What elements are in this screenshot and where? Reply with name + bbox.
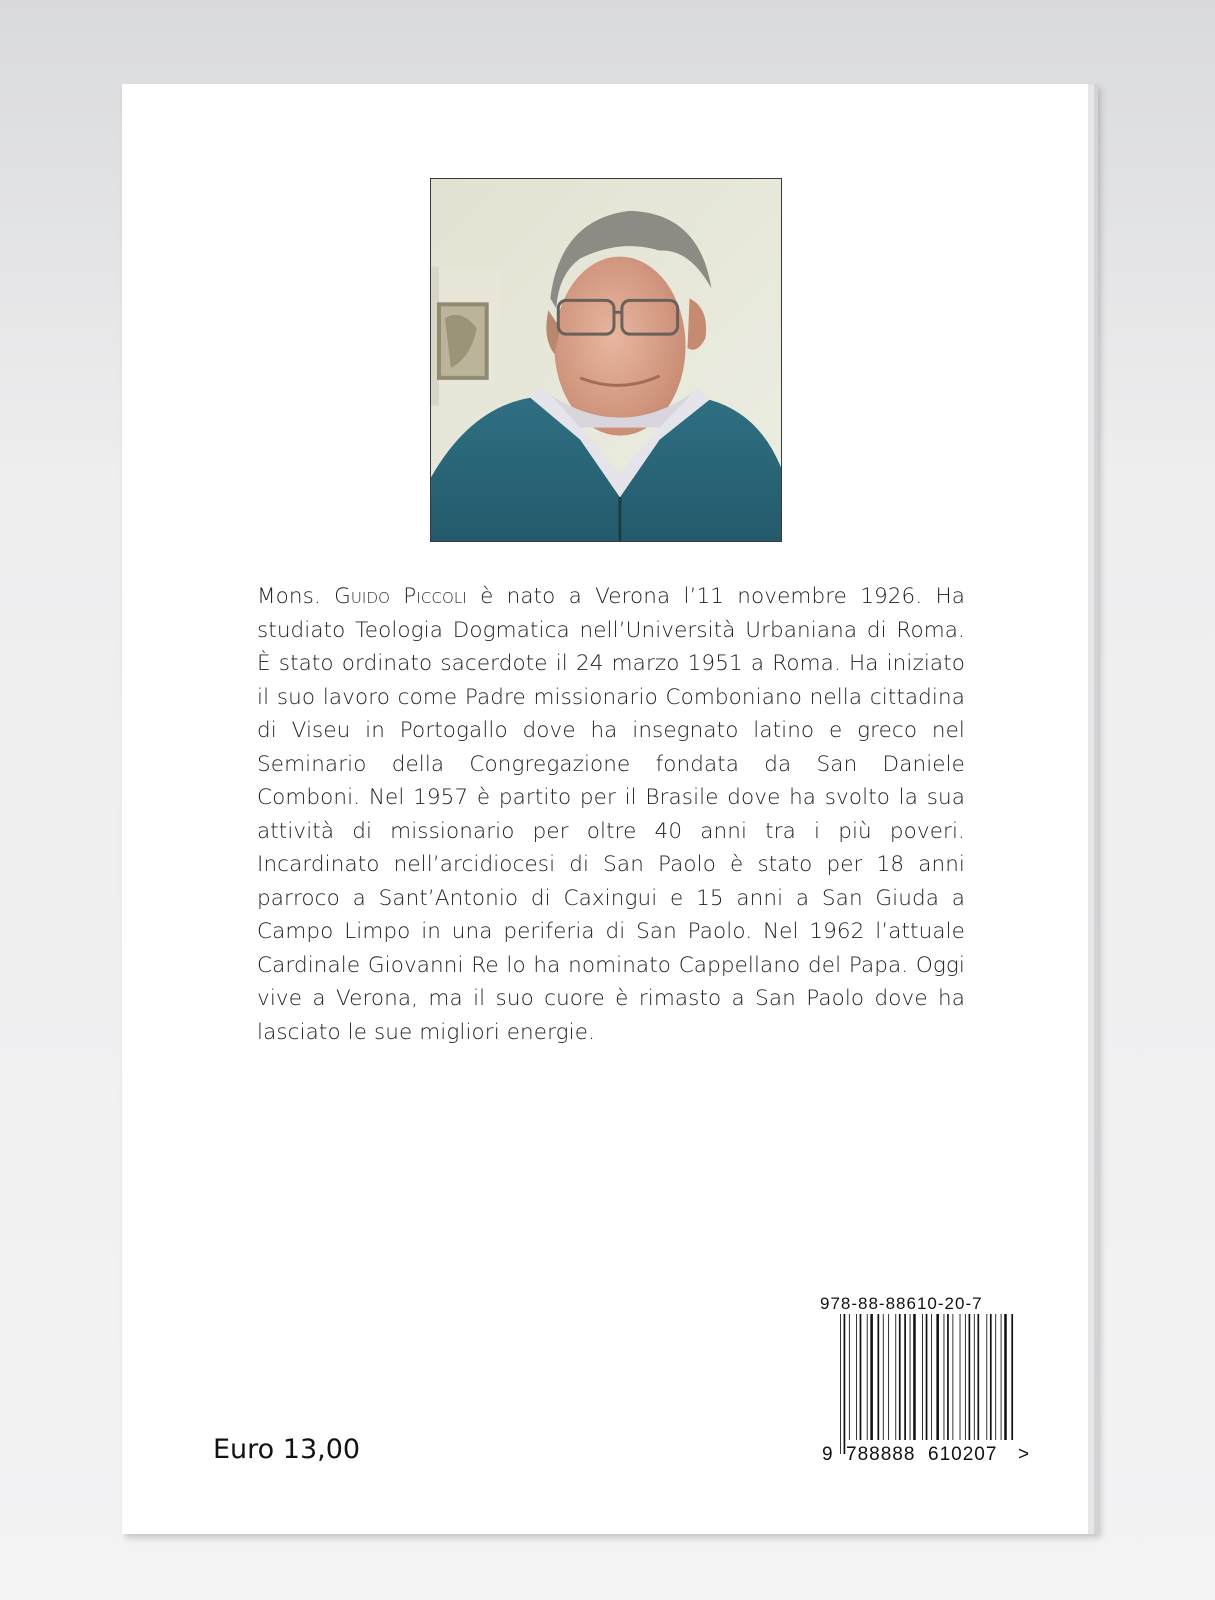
- barcode-bar: [931, 1314, 932, 1440]
- barcode-bars: [838, 1314, 1018, 1454]
- barcode-bar: [888, 1314, 889, 1440]
- barcode-bar: [969, 1314, 971, 1440]
- bio-prefix: Mons.: [257, 584, 321, 609]
- barcode-bar: [856, 1314, 857, 1440]
- barcode-bar: [840, 1314, 841, 1454]
- isbn-quiet-mark: >: [1018, 1444, 1030, 1465]
- barcode-bar: [895, 1314, 896, 1440]
- barcode-bar: [965, 1314, 966, 1440]
- barcode-bar: [926, 1314, 928, 1440]
- barcode-bar: [870, 1314, 873, 1440]
- barcode-bar: [867, 1314, 868, 1440]
- isbn-right-digits: 610207: [928, 1444, 998, 1465]
- isbn-left-digits: 788888: [846, 1444, 916, 1465]
- barcode-bar: [977, 1314, 979, 1440]
- barcode-bar: [944, 1314, 945, 1440]
- barcode-bar: [899, 1314, 901, 1440]
- author-biography: [257, 580, 965, 1049]
- isbn-digits: [822, 1444, 1037, 1468]
- barcode-bar: [913, 1314, 916, 1440]
- barcode-bar: [936, 1314, 939, 1440]
- barcode-bar: [952, 1314, 953, 1440]
- barcode-bar: [995, 1314, 996, 1440]
- isbn-label: 978-88-88610-20-7: [820, 1294, 983, 1313]
- barcode-bar: [1001, 1314, 1002, 1440]
- barcode-bar: [877, 1314, 879, 1440]
- author-name: Guido Piccoli: [334, 584, 467, 609]
- price-label: Euro 13,00: [213, 1434, 361, 1465]
- barcode-bar: [844, 1314, 846, 1454]
- barcode-bar: [1004, 1314, 1007, 1440]
- barcode-bar: [986, 1314, 987, 1440]
- barcode-bar: [1011, 1314, 1013, 1440]
- bio-text: è nato a Verona l’11 novembre 1926. Ha studiato Teologia Dogmatica nell’Università Urbaniana di Roma. È stato ordinato sacerdote il 24 marzo 1951 a Roma. Ha iniziato il suo lavoro come Padre missionario Comboniano nella cittadina di Viseu in Portogallo dove ha insegnato latino e greco nel Seminario della Congregazione fondata da San Daniele Comboni. Nel 1957 è partito per il Brasile dove ha svolto la sua attività di missionario per oltre 40 anni tra i più poveri. Incardinato nell’arcidiocesi di San Paolo è stato per 18 anni parroco a Sant’Antonio di Caxingui e 15 anni a San Giuda a Campo Limpo in una periferia di San Paolo. Nel 1962 l’attuale Cardinale Giovanni Re lo ha nominato Cappellano del Papa. Oggi vive a Verona, ma il suo cuore è rimasto a San Paolo dove ha lasciato le sue migliori energie.: [257, 584, 966, 1045]
- author-photo: [430, 178, 782, 542]
- barcode-bar: [922, 1314, 923, 1440]
- barcode-bar: [904, 1314, 906, 1440]
- isbn-barcode: [838, 1314, 1018, 1454]
- barcode-bar: [883, 1314, 884, 1440]
- barcode-bar: [990, 1314, 992, 1440]
- isbn-first-digit: 9: [822, 1444, 833, 1465]
- author-portrait-image: [431, 179, 781, 541]
- barcode-bar: [947, 1314, 949, 1440]
- barcode-bar: [974, 1314, 975, 1440]
- barcode-bar: [860, 1314, 862, 1440]
- barcode-bar: [849, 1314, 850, 1440]
- barcode-bar: [960, 1314, 961, 1440]
- barcode-bar: [910, 1314, 911, 1440]
